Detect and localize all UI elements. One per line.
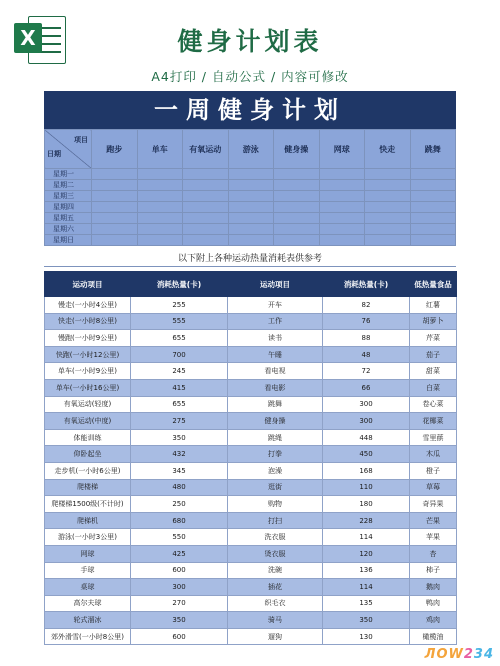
activity-calories: 114: [323, 579, 410, 596]
activity-name: 泡澡: [228, 462, 323, 479]
plan-corner-cell: [45, 130, 92, 169]
fitness-sheet: [44, 91, 456, 641]
activity-name: 烫衣服: [228, 545, 323, 562]
low-calorie-food: 柿子: [410, 562, 457, 579]
day-label: 星期二: [45, 180, 92, 191]
activity-calories: 300: [323, 396, 410, 413]
plan-day-row: [45, 224, 456, 235]
plan-cell[interactable]: [410, 224, 456, 235]
activity-name: 遛狗: [228, 628, 323, 645]
activity-name: 读书: [228, 330, 323, 347]
activity-calories: 550: [131, 529, 228, 546]
activity-calories: 135: [323, 595, 410, 612]
plan-cell[interactable]: [365, 224, 411, 235]
calorie-row: [45, 628, 457, 645]
activity-calories: 425: [131, 545, 228, 562]
plan-cell[interactable]: [274, 213, 320, 224]
activity-calories: 600: [131, 628, 228, 645]
low-calorie-food: 芹菜: [410, 330, 457, 347]
page-subtitle: A4打印 / 自动公式 / 内容可修改: [151, 69, 349, 84]
activity-name: 爬楼梯1500级(不计时): [45, 496, 131, 513]
activity-calories: 255: [131, 297, 228, 314]
activity-name: 洗衣服: [228, 529, 323, 546]
plan-cell[interactable]: [183, 213, 229, 224]
activity-calories: 245: [131, 363, 228, 380]
plan-cell[interactable]: [137, 180, 183, 191]
corner-label-item: 项目: [74, 136, 88, 144]
activity-calories: 66: [323, 379, 410, 396]
plan-cell[interactable]: [365, 191, 411, 202]
low-calorie-food: 花椰菜: [410, 413, 457, 430]
calorie-row: [45, 297, 457, 314]
activity-name: 体能训练: [45, 429, 131, 446]
plan-cell[interactable]: [365, 180, 411, 191]
activity-name: 爬楼梯: [45, 479, 131, 496]
reference-note: 以下附上各种运动热量消耗表供参考: [44, 252, 456, 267]
activity-calories: 250: [131, 496, 228, 513]
plan-cell[interactable]: [410, 213, 456, 224]
activity-calories: 130: [323, 628, 410, 645]
plan-cell[interactable]: [365, 213, 411, 224]
calorie-row: [45, 313, 457, 330]
low-calorie-food: 杏: [410, 545, 457, 562]
plan-cell[interactable]: [274, 191, 320, 202]
day-label: 星期五: [45, 213, 92, 224]
plan-cell[interactable]: [92, 213, 138, 224]
corner-label-date: 日期: [47, 150, 61, 158]
calorie-col-header: 运动项目: [45, 272, 131, 297]
low-calorie-food: 雪里蕻: [410, 429, 457, 446]
plan-cell[interactable]: [228, 180, 274, 191]
activity-calories: 700: [131, 346, 228, 363]
activity-name: 郊外滑雪(一小时8公里): [45, 628, 131, 645]
calorie-row: [45, 413, 457, 430]
plan-cell[interactable]: [410, 202, 456, 213]
activity-calories: 345: [131, 462, 228, 479]
activity-name: 快跑(一小时12公里): [45, 346, 131, 363]
activity-name: 看电视: [228, 363, 323, 380]
activity-calories: 180: [323, 496, 410, 513]
plan-col-header: 游泳: [228, 130, 274, 169]
plan-cell[interactable]: [92, 224, 138, 235]
activity-name: 仰卧起坐: [45, 446, 131, 463]
plan-cell[interactable]: [137, 235, 183, 246]
activity-name: 走步机(一小时6公里): [45, 462, 131, 479]
plan-day-row: [45, 169, 456, 180]
activity-name: 轮式溜冰: [45, 612, 131, 629]
day-label: 星期一: [45, 169, 92, 180]
plan-col-header: 有氧运动: [183, 130, 229, 169]
calorie-row: [45, 379, 457, 396]
activity-name: 手球: [45, 562, 131, 579]
activity-calories: 114: [323, 529, 410, 546]
activity-name: 插花: [228, 579, 323, 596]
low-calorie-food: 木瓜: [410, 446, 457, 463]
low-calorie-food: 鸡肉: [410, 612, 457, 629]
calorie-row: [45, 479, 457, 496]
plan-cell[interactable]: [274, 180, 320, 191]
activity-name: 织毛衣: [228, 595, 323, 612]
plan-cell[interactable]: [319, 224, 365, 235]
calorie-row: [45, 529, 457, 546]
plan-day-row: [45, 213, 456, 224]
low-calorie-food: 苹果: [410, 529, 457, 546]
low-calorie-food: 芒果: [410, 512, 457, 529]
activity-calories: 300: [323, 413, 410, 430]
plan-cell[interactable]: [183, 180, 229, 191]
calorie-row: [45, 496, 457, 513]
plan-cell[interactable]: [319, 191, 365, 202]
activity-calories: 350: [323, 612, 410, 629]
activity-name: 高尔夫球: [45, 595, 131, 612]
calorie-col-header: 消耗热量(卡): [131, 272, 228, 297]
activity-calories: 82: [323, 297, 410, 314]
plan-cell[interactable]: [228, 224, 274, 235]
activity-calories: 120: [323, 545, 410, 562]
activity-calories: 432: [131, 446, 228, 463]
calorie-col-header: 运动项目: [228, 272, 323, 297]
activity-name: 购物: [228, 496, 323, 513]
plan-col-header: 网球: [319, 130, 365, 169]
activity-name: 工作: [228, 313, 323, 330]
activity-calories: 275: [131, 413, 228, 430]
plan-cell[interactable]: [274, 224, 320, 235]
calorie-row: [45, 579, 457, 596]
calorie-row: [45, 396, 457, 413]
activity-calories: 168: [323, 462, 410, 479]
activity-name: 爬梯机: [45, 512, 131, 529]
plan-cell[interactable]: [92, 191, 138, 202]
activity-calories: 350: [131, 429, 228, 446]
plan-cell[interactable]: [92, 235, 138, 246]
plan-cell[interactable]: [410, 235, 456, 246]
plan-cell[interactable]: [228, 191, 274, 202]
plan-cell[interactable]: [137, 169, 183, 180]
plan-day-row: [45, 180, 456, 191]
calorie-row: [45, 330, 457, 347]
low-calorie-food: 橄榄油: [410, 628, 457, 645]
activity-name: 网球: [45, 545, 131, 562]
activity-calories: 415: [131, 379, 228, 396]
activity-name: 骑马: [228, 612, 323, 629]
calorie-row: [45, 545, 457, 562]
page-title: 健身计划表: [177, 27, 323, 56]
plan-cell[interactable]: [228, 235, 274, 246]
calorie-col-header: 消耗热量(卡): [323, 272, 410, 297]
activity-calories: 555: [131, 313, 228, 330]
calorie-row: [45, 562, 457, 579]
watermark-part: 2: [463, 647, 474, 662]
plan-col-header: 跑步: [92, 130, 138, 169]
plan-cell[interactable]: [228, 213, 274, 224]
activity-name: 有氧运动(轻度): [45, 396, 131, 413]
activity-name: 洗碗: [228, 562, 323, 579]
plan-cell[interactable]: [365, 169, 411, 180]
activity-name: 跳舞: [228, 396, 323, 413]
activity-name: 跳绳: [228, 429, 323, 446]
activity-name: 逛街: [228, 479, 323, 496]
plan-cell[interactable]: [319, 213, 365, 224]
plan-cell[interactable]: [183, 235, 229, 246]
watermark-part: 34: [473, 647, 494, 662]
plan-cell[interactable]: [183, 169, 229, 180]
activity-name: 打扫: [228, 512, 323, 529]
activity-name: 开车: [228, 297, 323, 314]
plan-cell[interactable]: [183, 202, 229, 213]
activity-calories: 110: [323, 479, 410, 496]
plan-col-header: 快走: [365, 130, 411, 169]
activity-name: 单车(一小时16公里): [45, 379, 131, 396]
plan-cell[interactable]: [319, 180, 365, 191]
activity-calories: 76: [323, 313, 410, 330]
plan-cell[interactable]: [274, 169, 320, 180]
activity-calories: 680: [131, 512, 228, 529]
plan-cell[interactable]: [92, 169, 138, 180]
low-calorie-food: 橙子: [410, 462, 457, 479]
plan-cell[interactable]: [228, 169, 274, 180]
plan-col-header: 健身操: [274, 130, 320, 169]
calorie-row: [45, 429, 457, 446]
low-calorie-food: 茄子: [410, 346, 457, 363]
plan-header-row: [45, 130, 456, 169]
activity-calories: 480: [131, 479, 228, 496]
activity-name: 有氧运动(中度): [45, 413, 131, 430]
plan-cell[interactable]: [137, 224, 183, 235]
calorie-table: [44, 271, 457, 645]
plan-cell[interactable]: [365, 202, 411, 213]
activity-name: 慢走(一小时4公里): [45, 297, 131, 314]
activity-calories: 136: [323, 562, 410, 579]
plan-cell[interactable]: [365, 235, 411, 246]
calorie-row: [45, 512, 457, 529]
calorie-row: [45, 595, 457, 612]
plan-cell[interactable]: [319, 169, 365, 180]
excel-badge: X: [14, 23, 42, 53]
calorie-row: [45, 462, 457, 479]
activity-calories: 655: [131, 396, 228, 413]
plan-cell[interactable]: [183, 224, 229, 235]
low-calorie-food: 鸭肉: [410, 595, 457, 612]
day-label: 星期六: [45, 224, 92, 235]
day-label: 星期三: [45, 191, 92, 202]
activity-name: 看电影: [228, 379, 323, 396]
low-calorie-food: 草莓: [410, 479, 457, 496]
plan-cell[interactable]: [92, 202, 138, 213]
plan-cell[interactable]: [410, 191, 456, 202]
activity-name: 游泳(一小时3公里): [45, 529, 131, 546]
activity-name: 单车(一小时9公里): [45, 363, 131, 380]
calorie-row: [45, 346, 457, 363]
activity-name: 桌球: [45, 579, 131, 596]
plan-cell[interactable]: [183, 191, 229, 202]
activity-calories: 88: [323, 330, 410, 347]
plan-col-header: 单车: [137, 130, 183, 169]
plan-cell[interactable]: [319, 235, 365, 246]
plan-cell[interactable]: [92, 180, 138, 191]
low-calorie-food: 甜菜: [410, 363, 457, 380]
activity-calories: 600: [131, 562, 228, 579]
plan-cell[interactable]: [319, 202, 365, 213]
activity-calories: 72: [323, 363, 410, 380]
activity-calories: 300: [131, 579, 228, 596]
activity-calories: 270: [131, 595, 228, 612]
plan-cell[interactable]: [137, 202, 183, 213]
calorie-header-row: [45, 272, 457, 297]
activity-calories: 450: [323, 446, 410, 463]
plan-col-header: 跳舞: [410, 130, 456, 169]
plan-cell[interactable]: [410, 169, 456, 180]
activity-name: 快走(一小时8公里): [45, 313, 131, 330]
plan-cell[interactable]: [137, 191, 183, 202]
plan-day-row: [45, 191, 456, 202]
plan-cell[interactable]: [274, 202, 320, 213]
activity-calories: 350: [131, 612, 228, 629]
weekly-plan-banner: 一周健身计划: [44, 91, 456, 129]
activity-name: 午睡: [228, 346, 323, 363]
calorie-row: [45, 612, 457, 629]
activity-name: 慢跑(一小时9公里): [45, 330, 131, 347]
plan-day-row: [45, 235, 456, 246]
plan-cell[interactable]: [274, 235, 320, 246]
activity-calories: 48: [323, 346, 410, 363]
low-calorie-food: 奇异果: [410, 496, 457, 513]
activity-calories: 228: [323, 512, 410, 529]
activity-calories: 655: [131, 330, 228, 347]
plan-day-row: [45, 202, 456, 213]
low-calorie-food: 胡萝卜: [410, 313, 457, 330]
low-calorie-food: 卷心菜: [410, 396, 457, 413]
calorie-row: [45, 363, 457, 380]
plan-cell[interactable]: [137, 213, 183, 224]
watermark-logo: [425, 647, 494, 662]
calorie-col-header: 低热量食品: [410, 272, 457, 297]
low-calorie-food: 白菜: [410, 379, 457, 396]
activity-name: 健身操: [228, 413, 323, 430]
weekly-plan-table: [44, 129, 456, 246]
calorie-row: [45, 446, 457, 463]
activity-name: 打拳: [228, 446, 323, 463]
day-label: 星期日: [45, 235, 92, 246]
watermark-part: ЛOW: [424, 647, 464, 662]
day-label: 星期四: [45, 202, 92, 213]
low-calorie-food: 红薯: [410, 297, 457, 314]
plan-cell[interactable]: [410, 180, 456, 191]
activity-calories: 448: [323, 429, 410, 446]
low-calorie-food: 鹅肉: [410, 579, 457, 596]
plan-cell[interactable]: [228, 202, 274, 213]
